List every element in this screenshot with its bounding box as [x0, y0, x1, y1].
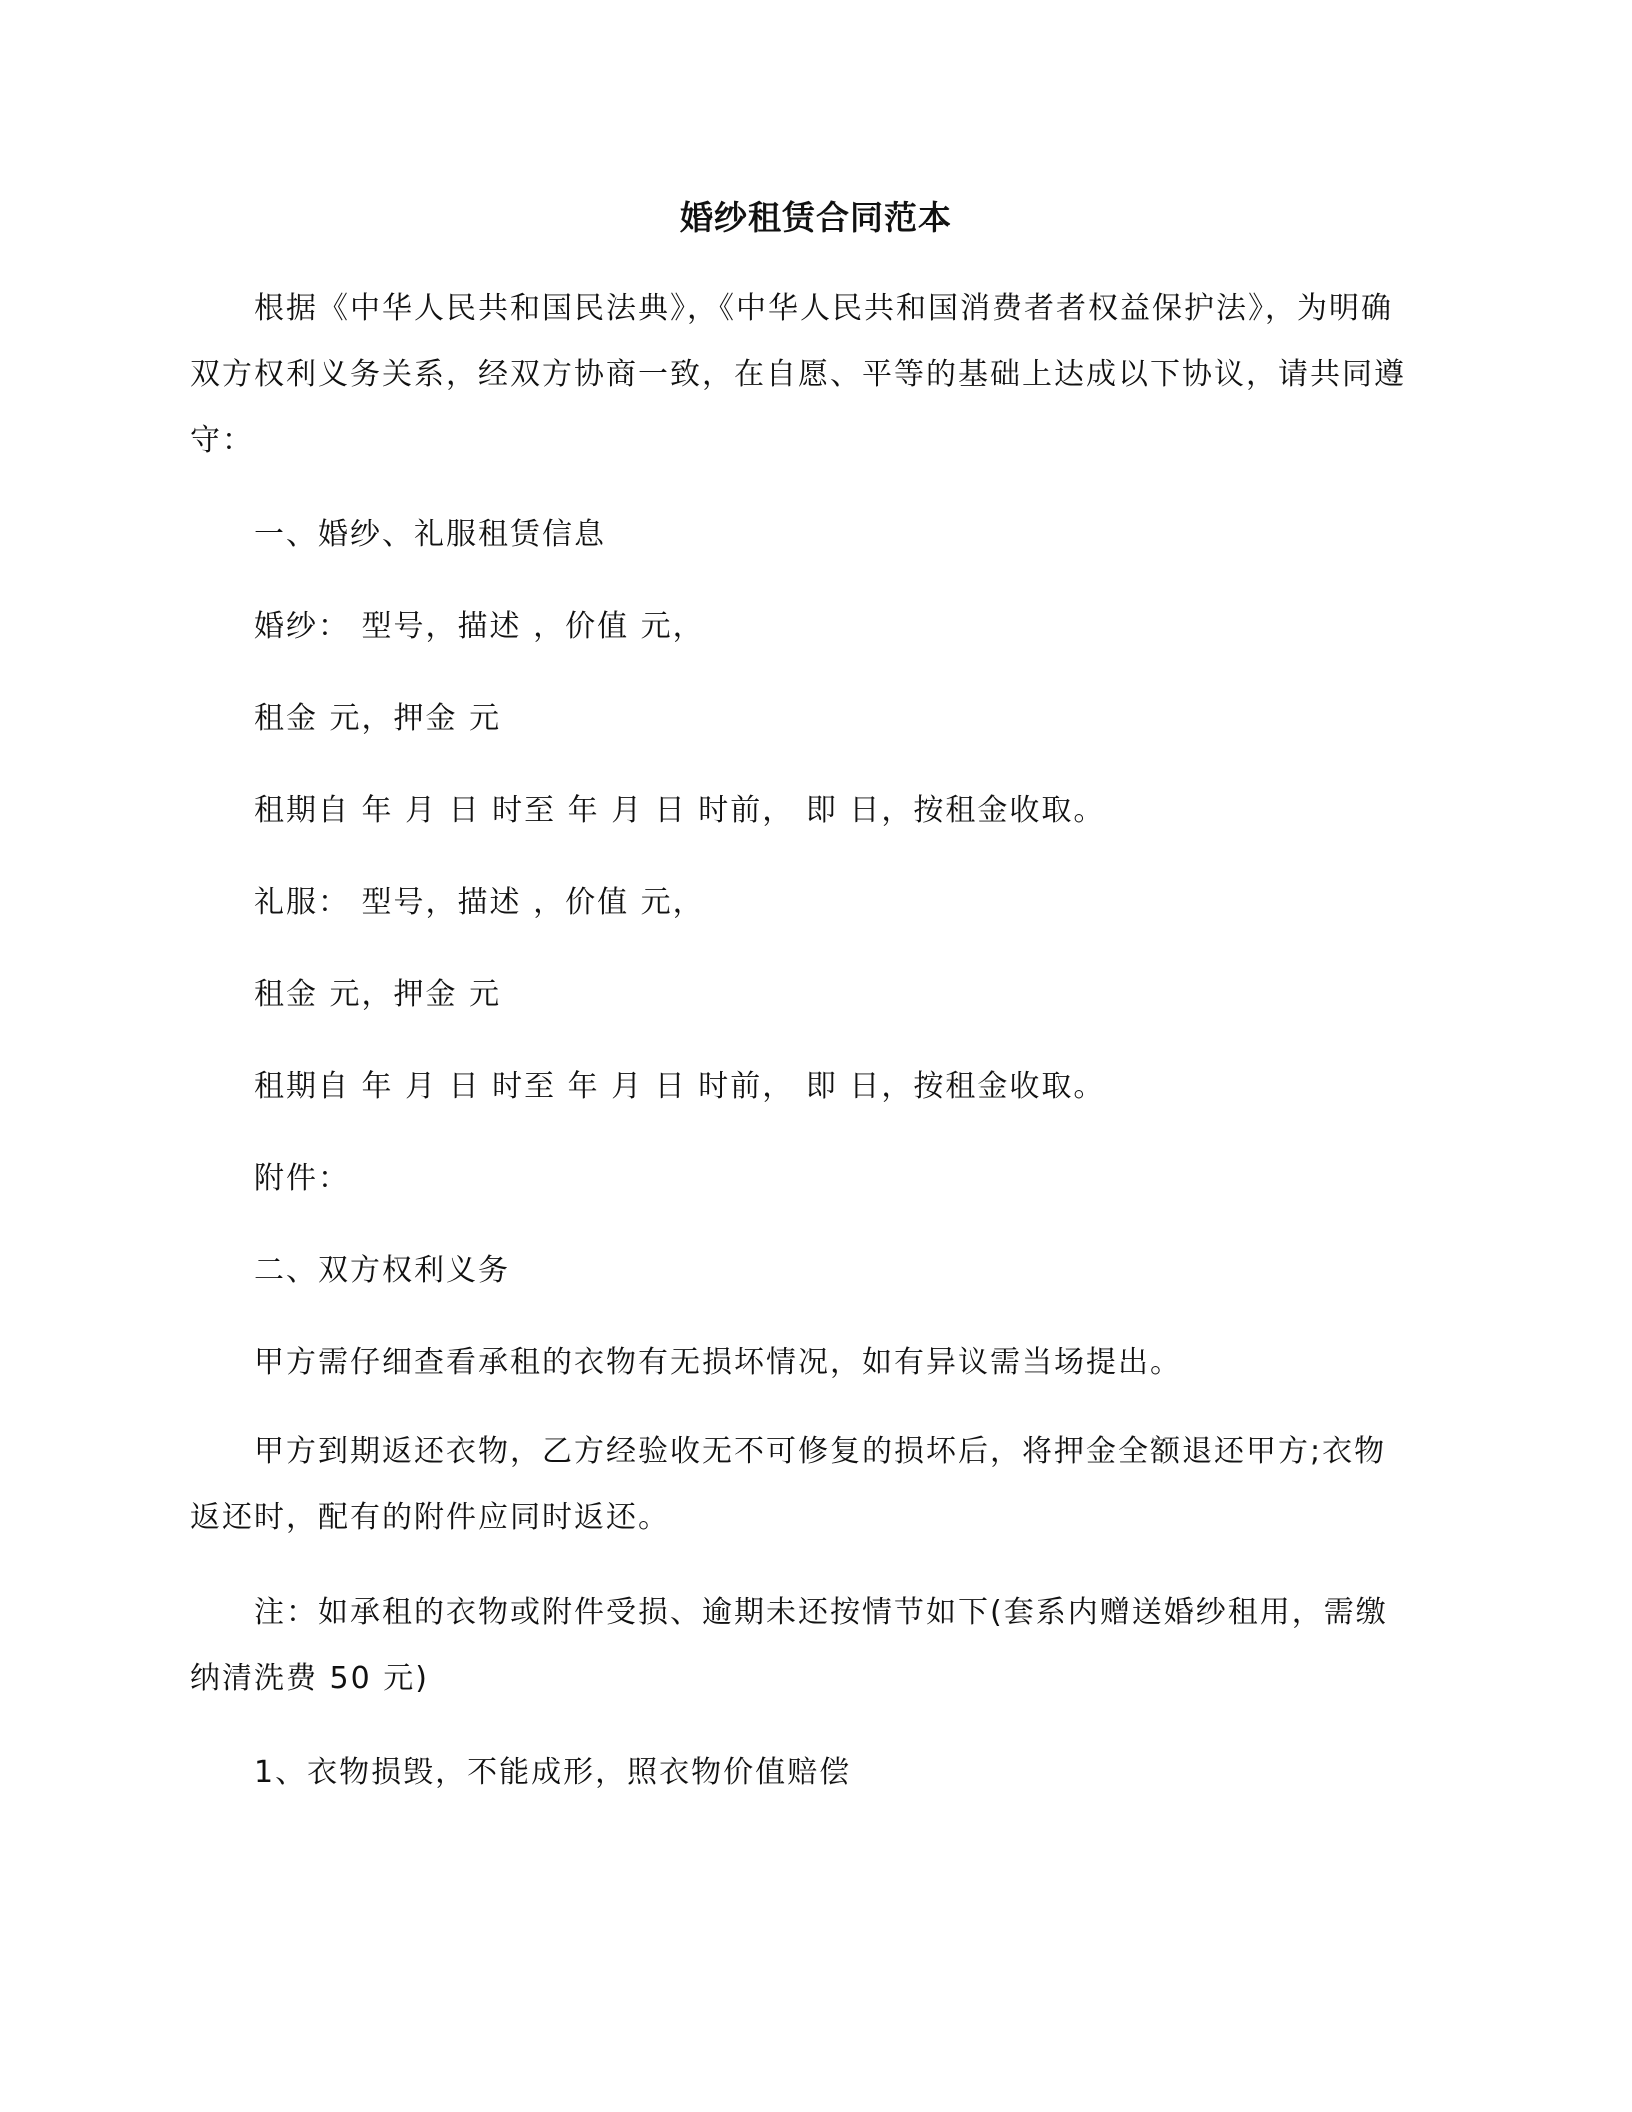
gown-info: 礼服： 型号，描述 ，价值 元， — [254, 885, 705, 920]
gown-period: 租期自 年 月 日 时至 年 月 日 时前， 即 日，按租金收取。 — [254, 1069, 1106, 1104]
gown-rent: 租金 元，押金 元 — [254, 977, 502, 1012]
wedding-dress-period: 租期自 年 月 日 时至 年 月 日 时前， 即 日，按租金收取。 — [254, 793, 1106, 828]
clause-return: 甲方到期返还衣物，乙方经验收无不可修复的损坏后，将押金全额退还甲方;衣物返还时，配有的附件应同时返还。 — [190, 1434, 1387, 1535]
wedding-dress-rent: 租金 元，押金 元 — [254, 701, 502, 736]
attachments-label: 附件： — [254, 1161, 350, 1196]
section1-heading: 一、婚纱、礼服租赁信息 — [254, 517, 606, 552]
wedding-dress-info: 婚纱： 型号，描述 ，价值 元， — [254, 609, 705, 644]
document-title: 婚纱租赁合同范本 — [680, 198, 952, 237]
section2-heading: 二、双方权利义务 — [254, 1253, 510, 1288]
clause-inspect: 甲方需仔细查看承租的衣物有无损坏情况，如有异议需当场提出。 — [254, 1345, 1182, 1380]
item-1: 1、衣物损毁，不能成形，照衣物价值赔偿 — [254, 1755, 852, 1790]
note-paragraph: 注：如承租的衣物或附件受损、逾期未还按情节如下(套系内赠送婚纱租用，需缴纳清洗费 50 元) — [190, 1595, 1388, 1696]
intro-paragraph: 根据《中华人民共和国民法典》，《中华人民共和国消费者者权益保护法》，为明确双方权利义务关系，经双方协商一致，在自愿、平等的基础上达成以下协议，请共同遵守： — [190, 291, 1406, 458]
